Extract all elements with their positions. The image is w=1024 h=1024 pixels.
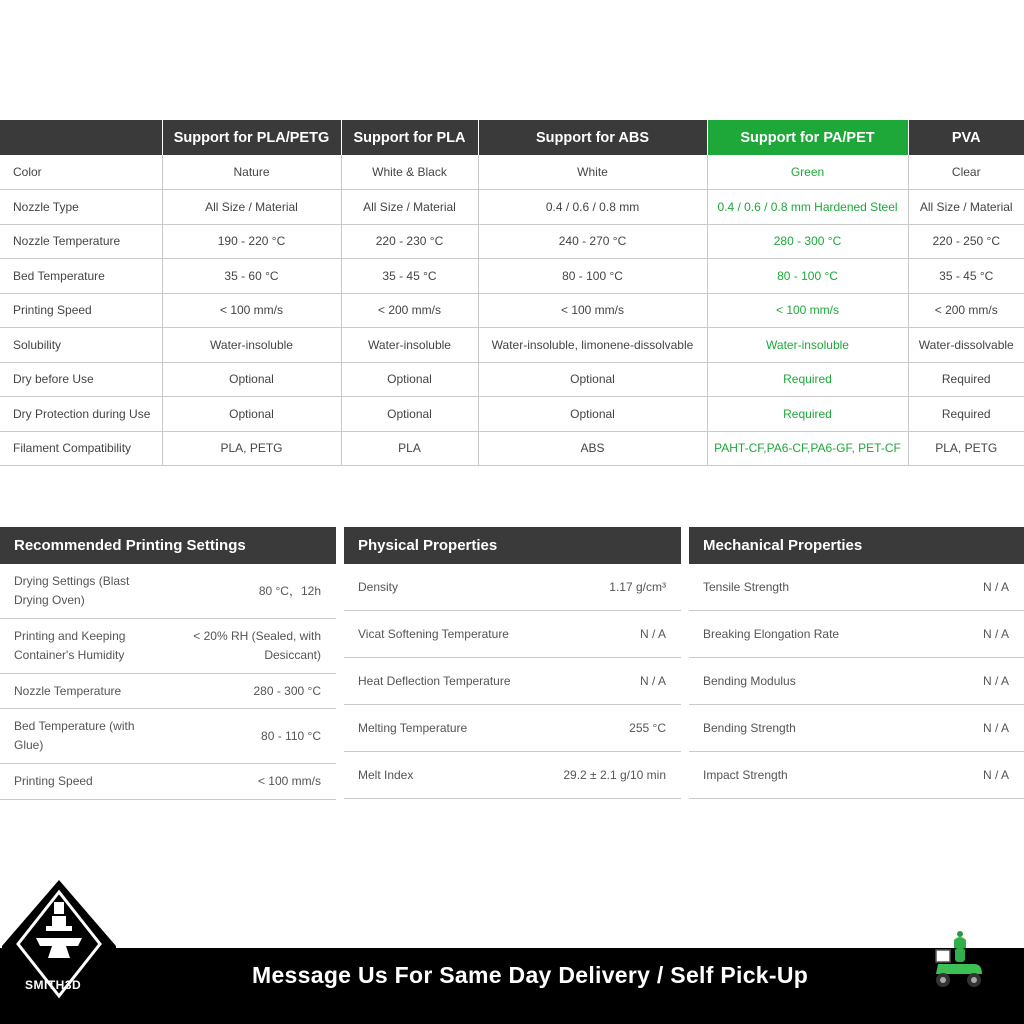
column-header: Support for PLA — [341, 120, 478, 155]
table-cell: PLA, PETG — [162, 431, 341, 466]
table-cell: < 200 mm/s — [908, 293, 1024, 328]
property-value: N / A — [982, 673, 1009, 688]
property-name: Density — [358, 579, 399, 594]
table-cell: < 100 mm/s — [162, 293, 341, 328]
table-cell: Optional — [478, 397, 707, 432]
table-row — [0, 397, 1024, 432]
property-row — [689, 658, 1024, 705]
property-row — [0, 674, 336, 709]
column-header-highlighted: Support for PA/PET — [707, 120, 908, 155]
property-value: 280 - 300 °C — [253, 683, 321, 698]
property-row — [689, 705, 1024, 752]
property-row — [344, 564, 681, 611]
table-cell: PLA, PETG — [908, 431, 1024, 466]
property-row — [0, 709, 336, 764]
table-cell: All Size / Material — [908, 190, 1024, 225]
table-cell-highlighted: Water-insoluble — [707, 328, 908, 363]
table-cell: 80 - 100 °C — [478, 259, 707, 294]
table-cell: Optional — [162, 397, 341, 432]
table-row — [0, 259, 1024, 294]
panel-title: Recommended Printing Settings — [0, 527, 336, 564]
property-name: Impact Strength — [703, 767, 788, 782]
physical-properties-panel — [344, 527, 681, 799]
table-row — [0, 155, 1024, 190]
table-cell: 35 - 45 °C — [908, 259, 1024, 294]
column-header: Support for ABS — [478, 120, 707, 155]
column-header: PVA — [908, 120, 1024, 155]
property-row — [0, 564, 336, 619]
property-name: Bed Temperature (with Glue) — [14, 719, 135, 752]
row-label: Color — [0, 155, 162, 190]
property-name: Heat Deflection Temperature — [358, 673, 511, 688]
row-label: Dry before Use — [0, 362, 162, 397]
table-cell-highlighted: PAHT-CF,PA6-CF,PA6-GF, PET-CF — [707, 431, 908, 466]
property-row — [0, 764, 336, 800]
table-row — [0, 362, 1024, 397]
table-cell: All Size / Material — [341, 190, 478, 225]
table-cell: 35 - 45 °C — [341, 259, 478, 294]
property-row — [0, 619, 336, 674]
property-name: Printing and Keeping Container's Humidity — [14, 629, 126, 662]
table-cell: Required — [908, 362, 1024, 397]
table-cell: Optional — [341, 362, 478, 397]
property-name: Melt Index — [358, 767, 414, 782]
property-name: Breaking Elongation Rate — [703, 626, 840, 641]
row-label: Nozzle Type — [0, 190, 162, 225]
property-row — [344, 705, 681, 752]
panel-title: Physical Properties — [344, 527, 681, 564]
property-value: N / A — [982, 767, 1009, 782]
row-label: Solubility — [0, 328, 162, 363]
property-value: N / A — [982, 720, 1009, 735]
logo-text: SMITH3D — [25, 978, 82, 992]
property-value: N / A — [639, 673, 666, 688]
column-header — [0, 120, 162, 155]
table-cell: Water-dissolvable — [908, 328, 1024, 363]
table-cell: 0.4 / 0.6 / 0.8 mm — [478, 190, 707, 225]
table-cell: Water-insoluble, limonene-dissolvable — [478, 328, 707, 363]
property-name: Bending Modulus — [703, 673, 796, 688]
property-value: N / A — [639, 626, 666, 641]
table-row — [0, 431, 1024, 466]
property-row — [344, 611, 681, 658]
row-label: Dry Protection during Use — [0, 397, 162, 432]
property-value: 29.2 ± 2.1 g/10 min — [563, 767, 666, 782]
mechanical-properties-panel — [689, 527, 1024, 799]
table-cell: < 100 mm/s — [478, 293, 707, 328]
property-name: Printing Speed — [14, 774, 93, 788]
table-row — [0, 328, 1024, 363]
table-cell: White — [478, 155, 707, 190]
table-cell: Clear — [908, 155, 1024, 190]
property-name: Bending Strength — [703, 720, 796, 735]
table-cell-highlighted: Required — [707, 362, 908, 397]
delivery-scooter-icon — [928, 928, 988, 994]
table-cell: 220 - 230 °C — [341, 224, 478, 259]
property-value: 255 °C — [629, 720, 666, 735]
table-cell: PLA — [341, 431, 478, 466]
table-row — [0, 190, 1024, 225]
table-cell: Water-insoluble — [162, 328, 341, 363]
property-row — [689, 611, 1024, 658]
property-value: 1.17 g/cm³ — [609, 579, 666, 594]
property-name: Drying Settings (Blast Drying Oven) — [14, 574, 130, 607]
row-label: Printing Speed — [0, 293, 162, 328]
table-row — [0, 224, 1024, 259]
table-cell: 240 - 270 °C — [478, 224, 707, 259]
table-cell: 220 - 250 °C — [908, 224, 1024, 259]
table-cell: All Size / Material — [162, 190, 341, 225]
row-label: Nozzle Temperature — [0, 224, 162, 259]
footer-banner — [0, 948, 1024, 1024]
table-header-row — [0, 120, 1024, 155]
table-cell: Optional — [478, 362, 707, 397]
property-value: 80 °C，12h — [258, 583, 321, 598]
property-value: 80 - 110 °C — [261, 728, 321, 743]
row-label: Filament Compatibility — [0, 431, 162, 466]
table-cell: ABS — [478, 431, 707, 466]
property-name: Vicat Softening Temperature — [358, 626, 509, 641]
table-cell-highlighted: Required — [707, 397, 908, 432]
property-name: Tensile Strength — [703, 579, 790, 594]
property-row — [689, 564, 1024, 611]
table-cell: Optional — [341, 397, 478, 432]
table-cell-highlighted: 0.4 / 0.6 / 0.8 mm Hardened Steel — [707, 190, 908, 225]
table-cell: Water-insoluble — [341, 328, 478, 363]
table-cell-highlighted: 280 - 300 °C — [707, 224, 908, 259]
footer-message: Message Us For Same Day Delivery / Self Pick-Up — [252, 962, 809, 988]
table-cell: Required — [908, 397, 1024, 432]
table-cell: 190 - 220 °C — [162, 224, 341, 259]
table-cell-highlighted: Green — [707, 155, 908, 190]
property-name: Nozzle Temperature — [14, 683, 122, 698]
printing-settings-panel — [0, 527, 336, 800]
property-value: < 100 mm/s — [257, 774, 321, 788]
row-label: Bed Temperature — [0, 259, 162, 294]
property-row — [344, 752, 681, 799]
property-value: < 20% RH (Sealed, with Desiccant) — [193, 629, 321, 662]
table-cell: Nature — [162, 155, 341, 190]
table-cell-highlighted: 80 - 100 °C — [707, 259, 908, 294]
table-row — [0, 293, 1024, 328]
table-cell: Optional — [162, 362, 341, 397]
table-cell: < 200 mm/s — [341, 293, 478, 328]
brand-logo — [0, 878, 118, 1024]
table-cell: White & Black — [341, 155, 478, 190]
anvil-logo-icon — [0, 878, 118, 1024]
column-header: Support for PLA/PETG — [162, 120, 341, 155]
property-value: N / A — [982, 626, 1009, 641]
property-value: N / A — [982, 579, 1009, 594]
property-name: Melting Temperature — [358, 720, 468, 735]
comparison-table — [0, 120, 1024, 466]
property-row — [689, 752, 1024, 799]
panel-title: Mechanical Properties — [689, 527, 1024, 564]
table-cell-highlighted: < 100 mm/s — [707, 293, 908, 328]
table-cell: 35 - 60 °C — [162, 259, 341, 294]
property-row — [344, 658, 681, 705]
